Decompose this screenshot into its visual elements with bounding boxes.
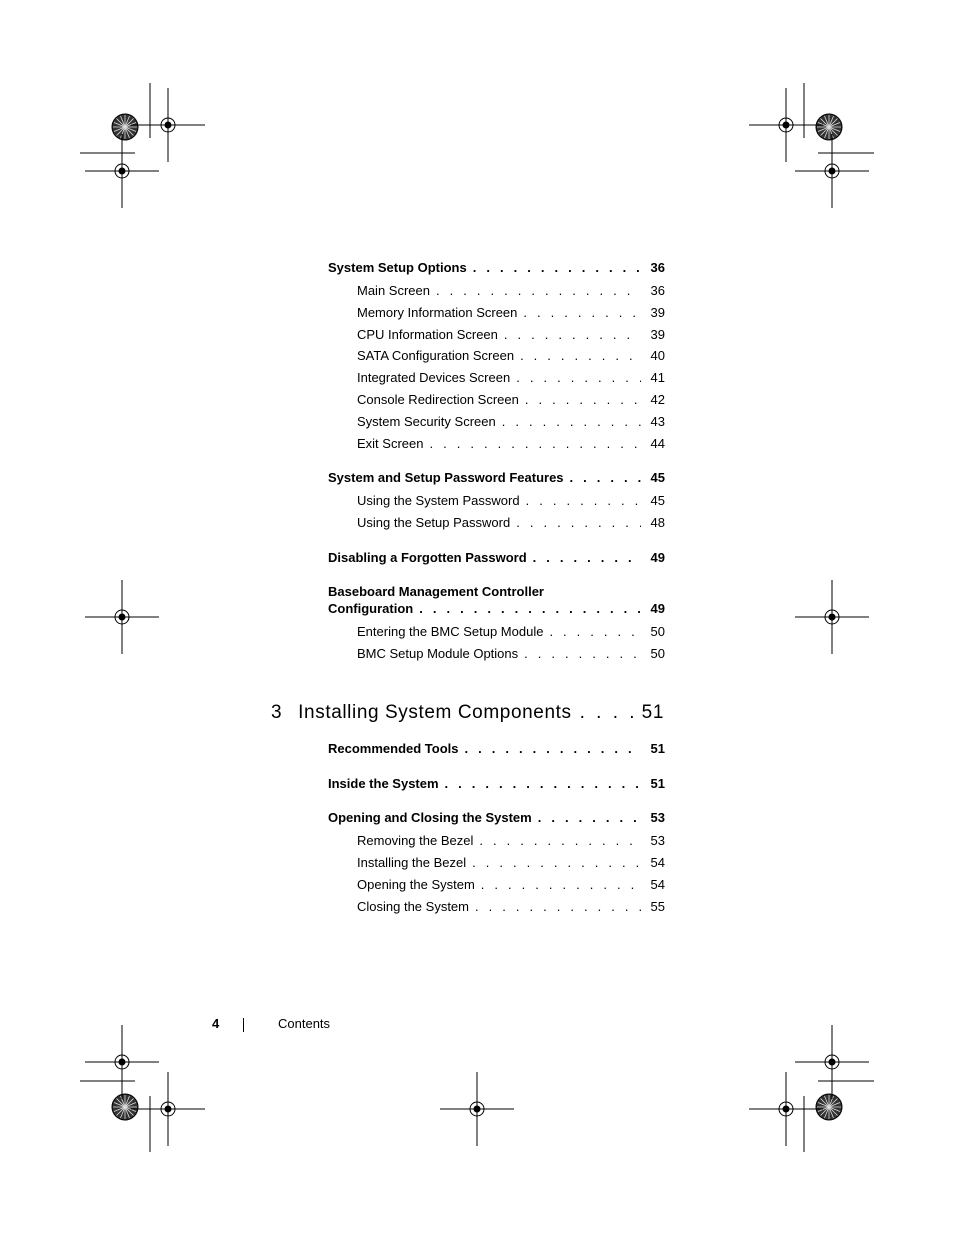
toc-entry-password-features[interactable]: System and Setup Password Features . . . 45: [328, 470, 665, 486]
toc-subentry[interactable]: Memory Information Screen . . . 39: [357, 305, 665, 321]
chapter-title: Installing System Components: [298, 702, 572, 723]
crosshair-bottom-center: [440, 1072, 514, 1146]
toc-subentry[interactable]: Exit Screen . . . 44: [357, 436, 665, 452]
footer-section-label: Contents: [278, 1016, 331, 1031]
registration-star-bottom-left: [112, 1094, 138, 1120]
crosshair-bottom-right-b: [795, 1025, 869, 1099]
toc-subentry[interactable]: Removing the Bezel . . . 53: [357, 833, 665, 849]
crosshair-top-left-a: [131, 88, 205, 162]
toc-subentry[interactable]: BMC Setup Module Options . . . 50: [357, 646, 665, 662]
toc-entry-bmc-title-line1[interactable]: Baseboard Management Controller: [328, 584, 544, 599]
toc-entry-opening-closing[interactable]: Opening and Closing the System . . . 53: [328, 810, 665, 826]
crosshair-bottom-left-b: [85, 1025, 159, 1099]
toc-entry-forgotten-password[interactable]: Disabling a Forgotten Password . . . 49: [328, 550, 665, 566]
crosshair-mid-right: [795, 580, 869, 654]
toc-entry-title: System Setup Options: [328, 260, 467, 275]
registration-star-bottom-right: [816, 1094, 842, 1120]
toc-entry-bmc-configuration[interactable]: Configuration . . . 49: [328, 601, 665, 617]
toc-subentry[interactable]: Closing the System . . . 55: [357, 899, 665, 915]
footer-divider: [243, 1018, 244, 1032]
toc-subentry[interactable]: Integrated Devices Screen . . . 41: [357, 370, 665, 386]
crosshair-bottom-right-a: [749, 1072, 823, 1146]
registration-star-top-left: [112, 114, 138, 140]
crosshair-mid-left: [85, 580, 159, 654]
crosshair-bottom-left-a: [131, 1072, 205, 1146]
toc-subentry[interactable]: Main Screen . . . 36: [357, 283, 665, 299]
toc-entry-system-setup-options[interactable]: [328, 260, 665, 276]
toc-chapter-3[interactable]: [271, 701, 664, 725]
toc-subentry[interactable]: Installing the Bezel . . . 54: [357, 855, 665, 871]
toc-entry-inside-the-system[interactable]: Inside the System . . . 51: [328, 776, 665, 792]
toc-subentry[interactable]: Using the System Password . . . 45: [357, 493, 665, 509]
toc-subentry[interactable]: Console Redirection Screen . . . 42: [357, 392, 665, 408]
chapter-page: 51: [641, 702, 664, 723]
crosshair-top-right-b: [795, 134, 869, 208]
toc-subentry[interactable]: Opening the System . . . 54: [357, 877, 665, 893]
crosshair-top-left-b: [85, 134, 159, 208]
registration-star-top-right: [816, 114, 842, 140]
page-number: 4: [212, 1016, 220, 1031]
crosshair-top-right-a: [749, 88, 823, 162]
toc-subentry[interactable]: System Security Screen . . . 43: [357, 414, 665, 430]
toc-entry-recommended-tools[interactable]: Recommended Tools . . . 51: [328, 741, 665, 757]
toc-subentry[interactable]: Using the Setup Password . . . 48: [357, 515, 665, 531]
toc-subentry[interactable]: Entering the BMC Setup Module . . . 50: [357, 624, 665, 640]
toc-subentry[interactable]: CPU Information Screen . . . 39: [357, 327, 665, 343]
chapter-number: 3: [271, 702, 283, 723]
toc-subentry[interactable]: SATA Configuration Screen . . . 40: [357, 348, 665, 364]
toc-entry-page: 36: [650, 260, 665, 275]
